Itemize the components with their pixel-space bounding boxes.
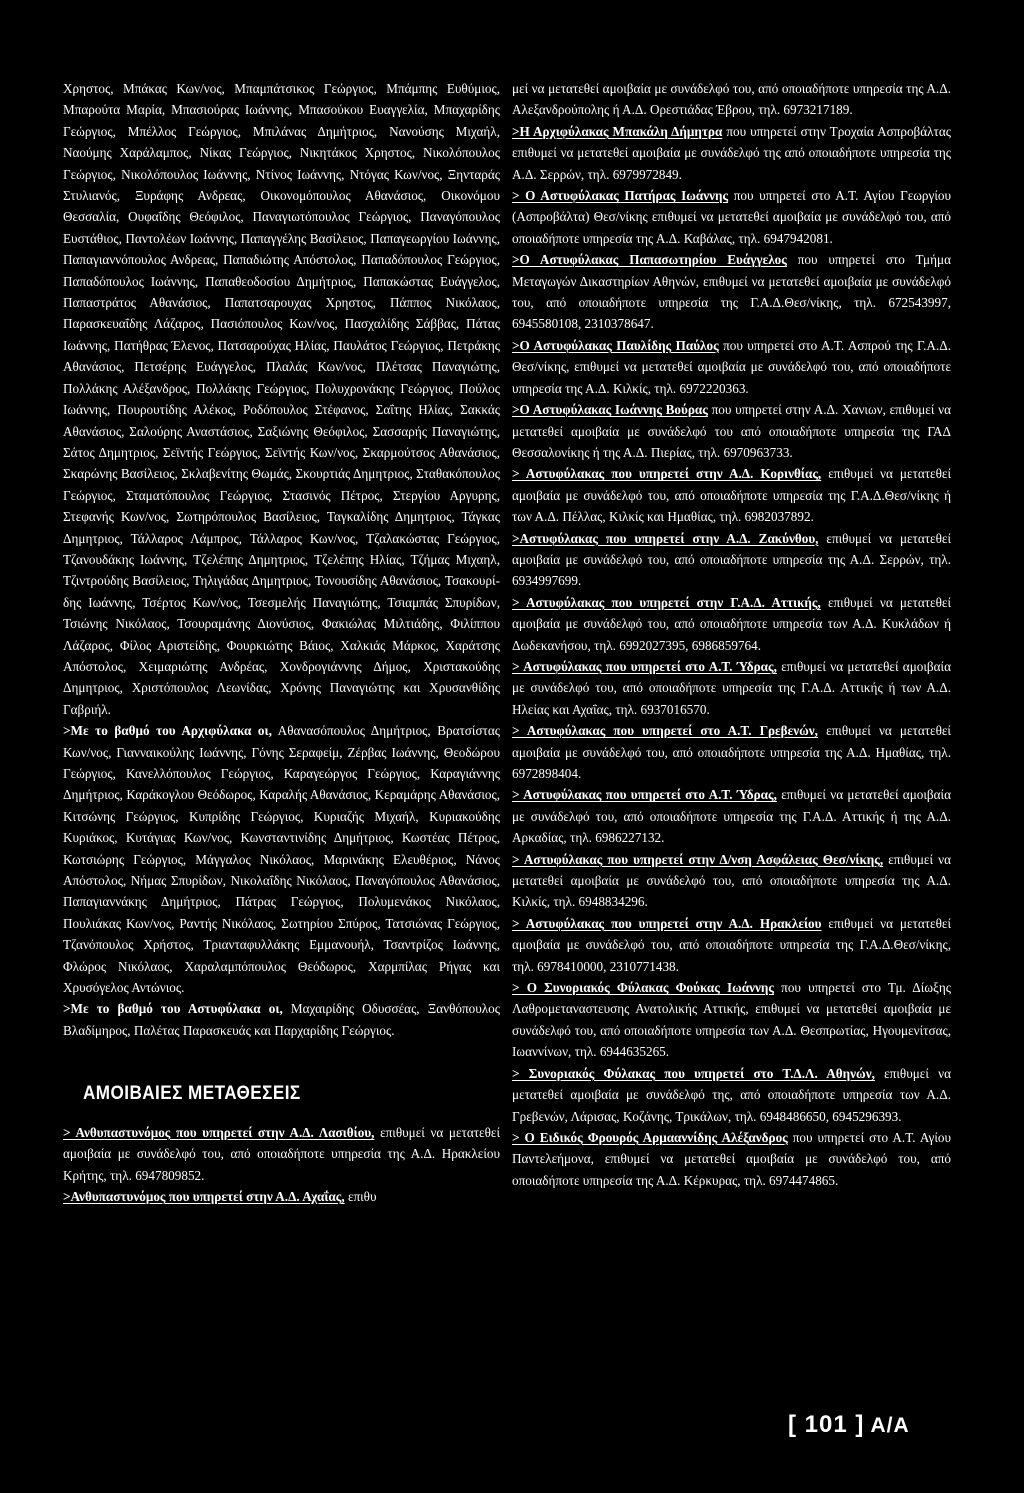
rank-names: Αθανασόπουλος Δημήτριος, Βρατσίστας Κων/νος, Γιανναικούλης Ιωάννης, Γόνης Σεραφείμ, Ζέρβας Ιωάννης, Θεοδώρου Γεώργιος, Κανελλόπουλος Γεώργιος, Καραγεώργος Γεώργιος, Καραγιάννης Δημήτριος, Καράκογλου Θεόδωρος, Καραλής Αθανάσιος, Κεραμάρης Αθανάσιος, Κιτσώνης Γεώργιος, Κυπρίδης Γεώργιος, Κυριαζής Μιχαήλ, Κυριακούδης Κυριάκος, Κυτάγιας Κων/νος, Κωνσταντινίδης Δημήτριος, Κωστέας Πέτρος, Κωτσιώρης Γεώργιος, Μάγγαλος Νικόλαος, Μαρινάκης Ελευθέριος, Νάνος Απόστολος, Νήμας Σπυρίδων, Νικολαΐδης Νικόλαος, Παναγόπουλος Αθανάσιος, Παπαγιαννάκης Δημήτριος, Πάτρας Γεώργιος, Πολυμενάκος Νικόλαος, Πουλιάκας Κων/νος, Ραντής Νικόλαος, Σωτηρίου Σπύρος, Τατσιώνας Γεώργιος, Τζανόπουλος Χρήστος, Τριανταφυλλάκης Εμμανουήλ, Τσαντρίζος Ιωάννης, Φλώρος Νικόλαος, Χαραλαμπόπουλος Θεόδωρος, Χαρμπίλας Ρήγας και Χρυσόγελος Αντώνιος. [63,723,500,996]
announcement [512,528,951,592]
announcement-text: επιθυμεί να μετατεθεί αμοιβαία με συνάδελφό του, από οποιαδήποτε υπηρεσία της Γ.Α.Δ.Θεσ/νίκης ή των Α.Δ. Πέλλας, Κιλκίς και Ημαθίας, τηλ. 6982037892. [512,466,951,525]
announcement-lead: > Αστυφύλακας που υπηρετεί στο Α.Τ. Ύδρας, [512,787,777,803]
promotion-names-list: Χρηστος, Μπάκας Κων/νος, Μπαμπάτσικος Γεώργιος, Μπάμπης Ευθύμιος, Μπαρούτα Μαρία, Μπασιούρας Ιωάννης, Μπασούκου Ευαγγελία, Μπαχαρίδης Γεώργιος, Μπέλλος Γεώργιος, Μπιλάνας Δημήτριος, Νανούσης Μιχαήλ, Ναούμης Χαράλαμπος, Νίκας Γεώργιος, Νικητάκος Χρηστος, Νικολόπουλος Γεώργιος, Νικολόπουλος Ιωάννης, Ντίνος Ιωάννης, Ντόγας Κων/νος, Ξηνταράς Στυλιανός, Ξυράφης Ανδρεας, Οικονομόπουλος Αθανάσιος, Οικονόμου Θεσσαλία, Ουφαΐδης Θεόφιλος, Παναγιωτόπουλος Γεώργιος, Παναγόπουλος Ευστάθιος, Παντολέων Ιωάννης, Παπαγγέλης Βασίλειος, Παπαγεωργίου Ιωάννης, Παπαγιαννόπουλος Ανδρεας, Παπαδιώτης Απόστολος, Παπαδόπουλος Γεώργιος, Παπαδόπουλος Ιωάννης, Παπαθεοδοσίου Δημήτριος, Παπακώστας Ευάγγελος, Παπαστράτος Αθανάσιος, Παπατσαρουχας Χρηστος, Πάππος Νικόλαος, Παρασκευαΐδης Λάζαρος, Πασιόπουλος Κων/νος, Πασχαλίδης Σάββας, Πάτας Ιωάννης, Πατήθρας Έλενος, Πατσαρούχας Ηλίας, Παυλάτος Γεώργιος, Πετράκης Αθανάσιος, Πετσέρης Ευάγγελος, Πλαλάς Κων/νος, Πλέτσας Παναγιώτης, Πολλάκης Αλέξανδρος, Πολλάκης Γεώργιος, Πολυχρονάκης Γεώργιος, Πούλος Ιωάννης, Πουρουτίδης Αλέκος, Ροδόπουλος Στέφανος, Σαΐτης Ηλίας, Σακκάς Αθανάσιος, Σαλούρης Αναστάσιος, Σαξιώνης Θεόφιλος, Σασσαρής Παναγιώτης, Σάτος Δημητριος, Σεϊντής Γεώργιος, Σεϊντής Κων/νος, Σκαρμούτσος Αθανάσιος, Σκαρώνης Βασίλειος, Σκλαβενίτης Θωμάς, Σκουρτιάς Δημητριος, Σταθακόπουλος Γεώργιος, Σταματόπουλος Γεώργιος, Στασινός Πέτρος, Στεργίου Αργυρης, Στεφανής Κων/νος, Σωτηρόπουλος Βασίλειος, Ταγκαλίδης Δημητριος, Τάγκας Δημητριος, Τάλλαρος Λάμπρος, Τάλλαρος Κων/νος, Τζαλακώστας Γεώργιος, Τζανουδάκης Ιωάννης, Τζελέπης Δημητριος, Τζελέπης Ηλίας, Τζήμας Μιχαηλ, Τζιντρούδης Βασίλειος, Τηλιγάδας Δημητριος, Τονουσίδης Αθανάσιος, Τσακουρίδης Ιωάννης, Τσέρτος Κων/νος, Τσεσμελής Παναγιώτης, Τσιαμπάς Σπυρίδων, Τσιώνης Νικόλαος, Τσουραμάνης Διονύσιος, Φακιώλας Μιλτιάδης, Φιλίππου Λάζαρος, Φίλος Αριστείδης, Φουρκιώτης Βάιος, Χαλκιάς Μάρκος, Χαράτσης Απόστολος, Χειμαριώτης Ανδρέας, Χονδρογιάννης Δήμος, Χριστακούδης Δημητριος, Χριστόπουλος Λεωνίδας, Χρόνης Παναγιώτης και Χρυσανθίδης Γαβριήλ. [63,81,500,717]
announcement-lead: > Αστυφύλακας που υπηρετεί στο Α.Τ. Ύδρας, [512,658,777,674]
announcement-lead: > Συνοριακός Φύλακας που υπηρετεί στο Τ.Δ.Λ. Αθηνών, [512,1065,875,1081]
announcement-text: επιθυμεί να μετατεθεί αμοιβαία με συνάδελφό του, από οποιαδήποτε υπηρεσία της Γ.Α.Δ.Θεσ/νίκης, τηλ. 6978410000, 2310771438. [512,915,951,974]
announcement-text: επιθυμεί να μετατεθεί αμοιβαία με συνάδελφό του, από οποιαδήποτε υπηρεσία της Α.Δ. Ηρακλείου Κρήτης, τηλ. 6947809852. [63,1124,500,1183]
section-heading: ΑΜΟΙΒΑΙΕΣ ΜΕΤΑΘΕΣΕΙΣ [83,1083,301,1105]
announcement-text: που υπηρετεί στο Α.Τ. Αγίου Παντελεήμονα, επιθυμεί να μετατεθεί αμοιβαία με συνάδελφό του, από οποιαδήποτε υπηρεσία της Α.Δ. Κέρκυρας, τηλ. 6974474865. [512,1129,951,1188]
page-number: [ 101 ] [788,1411,865,1438]
announcement-lead: > Ο Αστυφύλακας Πατήρας Ιωάννης [512,188,729,204]
continued-text: μεί να μετατεθεί αμοιβαία με συνάδελφό του, από οποιαδήποτε υπηρεσία της Α.Δ. Αλεξανδρούπολης ή Α.Δ. Ορεστιάδας Έβρου, τηλ. 6973217189. [512,81,951,118]
announcement-text: επιθυμεί να μετατεθεί αμοιβαία με συνάδελφό του, από οποιαδήποτε υπηρεσία της Γ.Α.Δ. Αττικής ή της Α.Δ. Αρκαδίας, τηλ. 6986227132. [512,787,952,846]
announcement-lead: > Αστυφύλακας που υπηρετεί στην Δ/νση Ασφάλειας Θεσ/νίκης, [512,851,884,867]
announcement-text: που υπηρετεί στην Α.Δ. Χανιων, επιθυμεί να μετατεθεί αμοιβαία με συνάδελφό του από οποιαδήποτε υπηρεσία της ΓΑΔ Θεσσαλονίκης ή της Α.Δ. Πιερίας, τηλ. 6970963733. [512,402,952,460]
announcement [512,1063,951,1127]
announcement-lead: >Η Αρχιφύλακας Μπακάλη Δήμητρα [512,123,723,139]
announcement [512,784,951,848]
rank-lead: >Με το βαθμό του Αστυφύλακα οι, [63,1001,283,1017]
announcement-text: που υπηρετεί στο Τμ. Δίωξης Λαθρομεταναστευσης Ανατολικής Αττικής, επιθυμεί να μετατεθεί αμοιβαία με συνάδελφό του, από οποιαδήποτε υπηρεσία των Α.Δ. Θεσπρωτίας, Ηγουμενίτσας, Ιωαννίνων, τηλ. 6944635265. [512,980,951,1060]
announcement-text: επιθυμεί να μετατεθεί αμοιβαία με συνάδελφό της, από οποιαδήποτε υπηρεσία των Α.Δ. Γρεβενών, Λάρισας, Κοζάνης, Τρικάλων, τηλ. 6948486650, 6945296393. [512,1065,951,1124]
rank-names: Μαχαιρίδης Οδυσσέας, Ξανθόπουλος Βλαδίμηρος, Παλέτας Παρασκευάς και Παρχαρίδης Γεώργιος. [63,1001,500,1038]
announcement [512,335,951,399]
announcement-lead: > Αστυφύλακας που υπηρετεί στο Α.Τ. Γρεβενών, [512,723,818,739]
announcement [512,720,951,784]
announcement-lead: > Ο Ειδικός Φρουρός Αρμααννίδης Αλέξανδρος [512,1129,788,1145]
announcement-lead: > Ανθυπαστυνόμος που υπηρετεί στην Α.Δ. Λασιθίου, [63,1124,375,1140]
announcement [512,121,951,185]
announcement [512,977,951,1063]
announcement [63,1122,500,1186]
announcement [512,656,951,720]
announcement [512,592,951,656]
announcement-text: επιθυμεί να μετατεθεί αμοιβαία με συνάδελφό του, από οποιαδήποτε υπηρεσία της Α.Δ. Σερρών, τηλ. 6934997699. [512,530,951,589]
announcement-text: που υπηρετεί στην Τροχαία Ασπροβάλτας επιθυμεί να μετατεθεί αμοιβαία με συνάδελφό της από οποιαδήποτε υπηρεσία της Α.Δ. Σερρών, τηλ. 6979972849. [512,123,951,182]
announcement [512,1127,951,1191]
announcement-lead: > Αστυφύλακας που υπηρετεί στην Α.Δ. Κορινθίας, [512,466,822,482]
announcement-lead: >Ανθυπαστυνόμος που υπηρετεί στην Α.Δ. Αχαΐας, [63,1188,345,1204]
promotion-paragraph-astyfylakas [63,998,500,1041]
announcement [512,399,951,463]
announcement-text: που υπηρετεί στο Α.Τ. Αγίου Γεωργίου (Ασπροβάλτα) Θεσ/νίκης επιθυμεί να μετατεθεί αμοιβαία με συνάδελφό του, από οποιαδήποτε υπηρεσία της Α.Δ. Καβάλας, τηλ. 6947942081. [512,188,951,246]
announcement-text: που υπηρετεί στο Α.Τ. Ασπρού της Γ.Α.Δ. Θεσ/νίκης, επιθυμεί να μετατεθεί αμοιβαία με συνάδελφό του, από οποιαδήποτε υπηρεσία της Α.Δ. Κιλκίς, τηλ. 6972220363. [512,337,951,396]
announcement-text: επιθυμεί να μετατεθεί αμοιβαία με συνάδελφό του, από οποιαδήποτε υπηρεσία της Α.Δ. Κιλκίς, τηλ. 6948834296. [512,851,952,910]
announcement-lead: > Αστυφύλακας που υπηρετεί στην Α.Δ. Ηρακλείου [512,915,822,931]
announcement [512,463,951,527]
rank-lead: >Με το βαθμό του Αρχιφύλακα οι, [63,723,272,739]
page-footer [788,1411,910,1439]
announcement-lead: >Ο Αστυφύλακας Παυλίδης Παύλος [512,337,719,353]
announcement [512,185,951,249]
announcement [512,849,951,913]
announcement-lead: >Ο Αστυφύλακας Ιωάννης Βούρας [512,402,708,418]
announcement-text: που υπηρετεί στο Τμήμα Μεταγωγών Δικαστηρίων Αθηνών, επιθυμεί να μετατεθεί αμοιβαία με συνάδελφό του, από οποιαδήποτε υπηρεσία της Γ.Α.Δ.Θεσ/νίκης, τηλ. 672543997, 6945580108, 2310378647. [512,252,951,332]
promotion-paragraph-archifylakas [63,720,500,998]
left-column [63,78,500,1207]
right-column [512,78,951,1191]
announcement-text: επιθυ [344,1188,377,1204]
announcement [512,249,951,335]
announcement-lead: > Ο Συνοριακός Φύλακας Φούκας Ιωάννης [512,980,774,996]
announcement [63,1186,500,1207]
announcement-lead: >Αστυφύλακας που υπηρετεί στην Α.Δ. Ζακύνθου, [512,530,819,546]
announcement-lead: > Αστυφύλακας που υπηρετεί στην Γ.Α.Δ. Αττικής, [512,594,821,610]
announcement-lead: >Ο Αστυφύλακας Παπασωτηρίου Ευάγγελος [512,252,787,268]
issue-label: Α/Α [870,1414,910,1437]
announcement [512,913,951,977]
announcement-text: επιθυμεί να μετατεθεί αμοιβαία με συνάδελφό του, από οποιαδήποτε υπηρεσία των Α.Δ. Κυκλάδων ή Δωδεκανήσου, τηλ. 6992027395, 6986859764. [512,594,951,653]
announcement-text: επιθυμεί να μετατεθεί αμοιβαία με συνάδελφό του, από οποιαδήποτε υπηρεσία της Γ.Α.Δ. Αττικής ή των Α.Δ. Ηλείας και Αχαΐας, τηλ. 6937016570. [512,658,952,717]
announcement-text: επιθυμεί να μετατεθεί αμοιβαία με συνάδελφό του, από οποιαδήποτε υπηρεσία της Α.Δ. Ημαθίας, τηλ. 6972898404. [512,723,951,781]
